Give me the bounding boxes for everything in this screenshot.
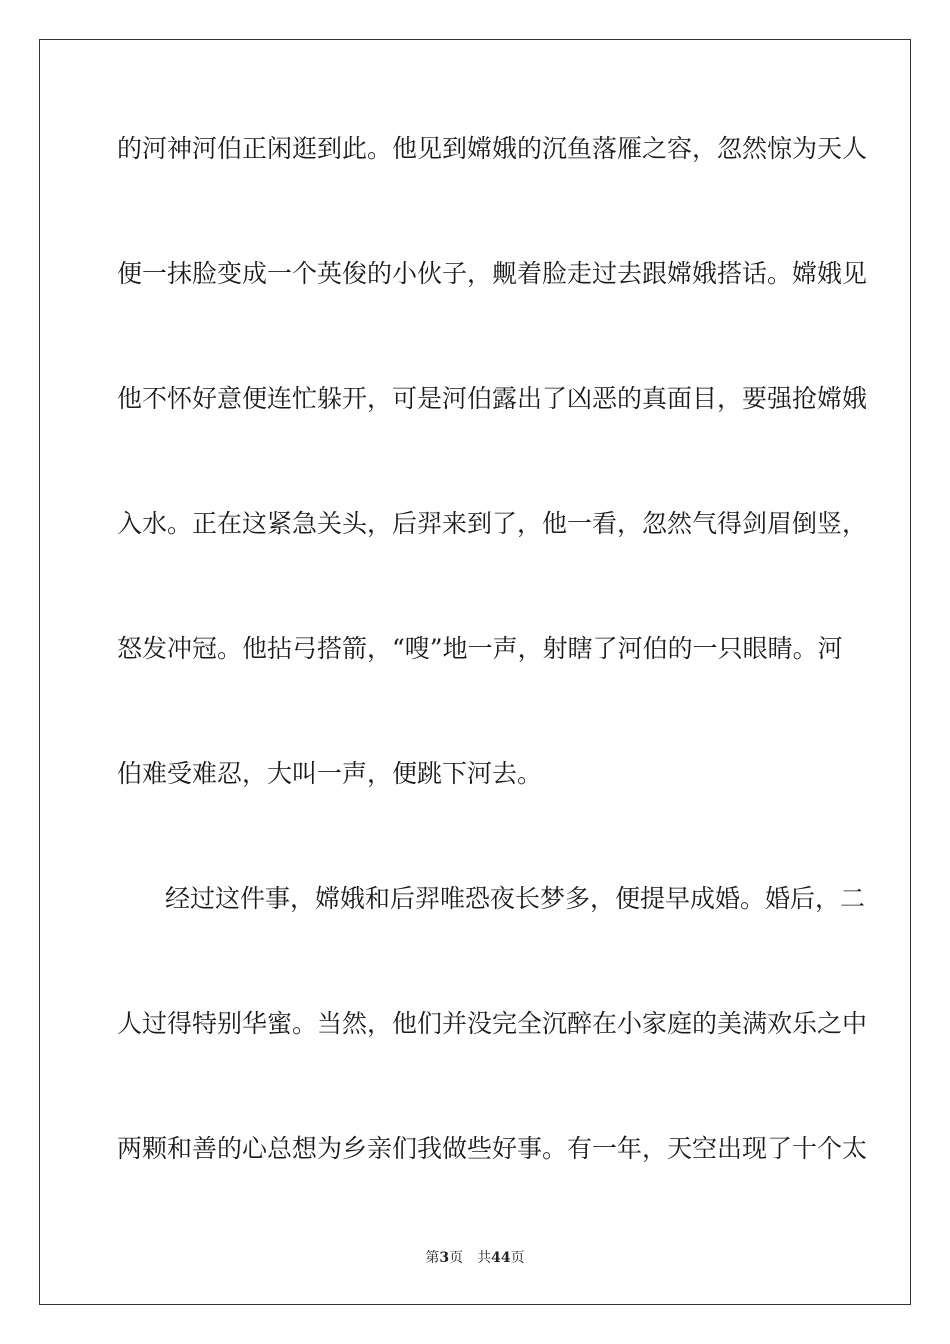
text-line-7: 经过这件事，嫦娥和后羿唯恐夜长梦多，便提早成婚。婚后，二 bbox=[165, 884, 866, 913]
text-line-2: 便一抹脸变成一个英俊的小伙子，觍着脸走过去跟嫦娥搭话。嫦娥见 bbox=[117, 259, 868, 288]
text-line-4: 入水。正在这紧急关头，后羿来到了，他一看，忽然气得剑眉倒竖， bbox=[117, 509, 868, 538]
text-line-3: 他不怀好意便连忙躲开，可是河伯露出了凶恶的真面目，要强抢嫦娥 bbox=[117, 384, 868, 413]
total-pages-prefix: 共 bbox=[477, 1250, 492, 1266]
text-line-6: 伯难受难忍，大叫一声，便跳下河去。 bbox=[117, 759, 543, 788]
text-line-9: 两颗和善的心总想为乡亲们我做些好事。有一年，天空出现了十个太 bbox=[117, 1134, 868, 1163]
text-line-5: 怒发冲冠。他拈弓搭箭，“嗖”地一声，射瞎了河伯的一只眼睛。河 bbox=[117, 634, 843, 663]
page-number-suffix: 页 bbox=[449, 1250, 464, 1266]
total-pages-suffix: 页 bbox=[510, 1250, 525, 1266]
text-line-8: 人过得特别华蜜。当然，他们并没完全沉醉在小家庭的美满欢乐之中 bbox=[117, 1009, 868, 1038]
current-page-number: 3 bbox=[439, 1250, 450, 1266]
page-number-prefix: 第 bbox=[425, 1250, 440, 1266]
page-footer bbox=[0, 1248, 950, 1268]
total-pages-number: 44 bbox=[491, 1250, 511, 1266]
text-line-1: 的河神河伯正闲逛到此。他见到嫦娥的沉鱼落雁之容，忽然惊为天人 bbox=[117, 134, 868, 163]
page-border bbox=[39, 39, 911, 1305]
